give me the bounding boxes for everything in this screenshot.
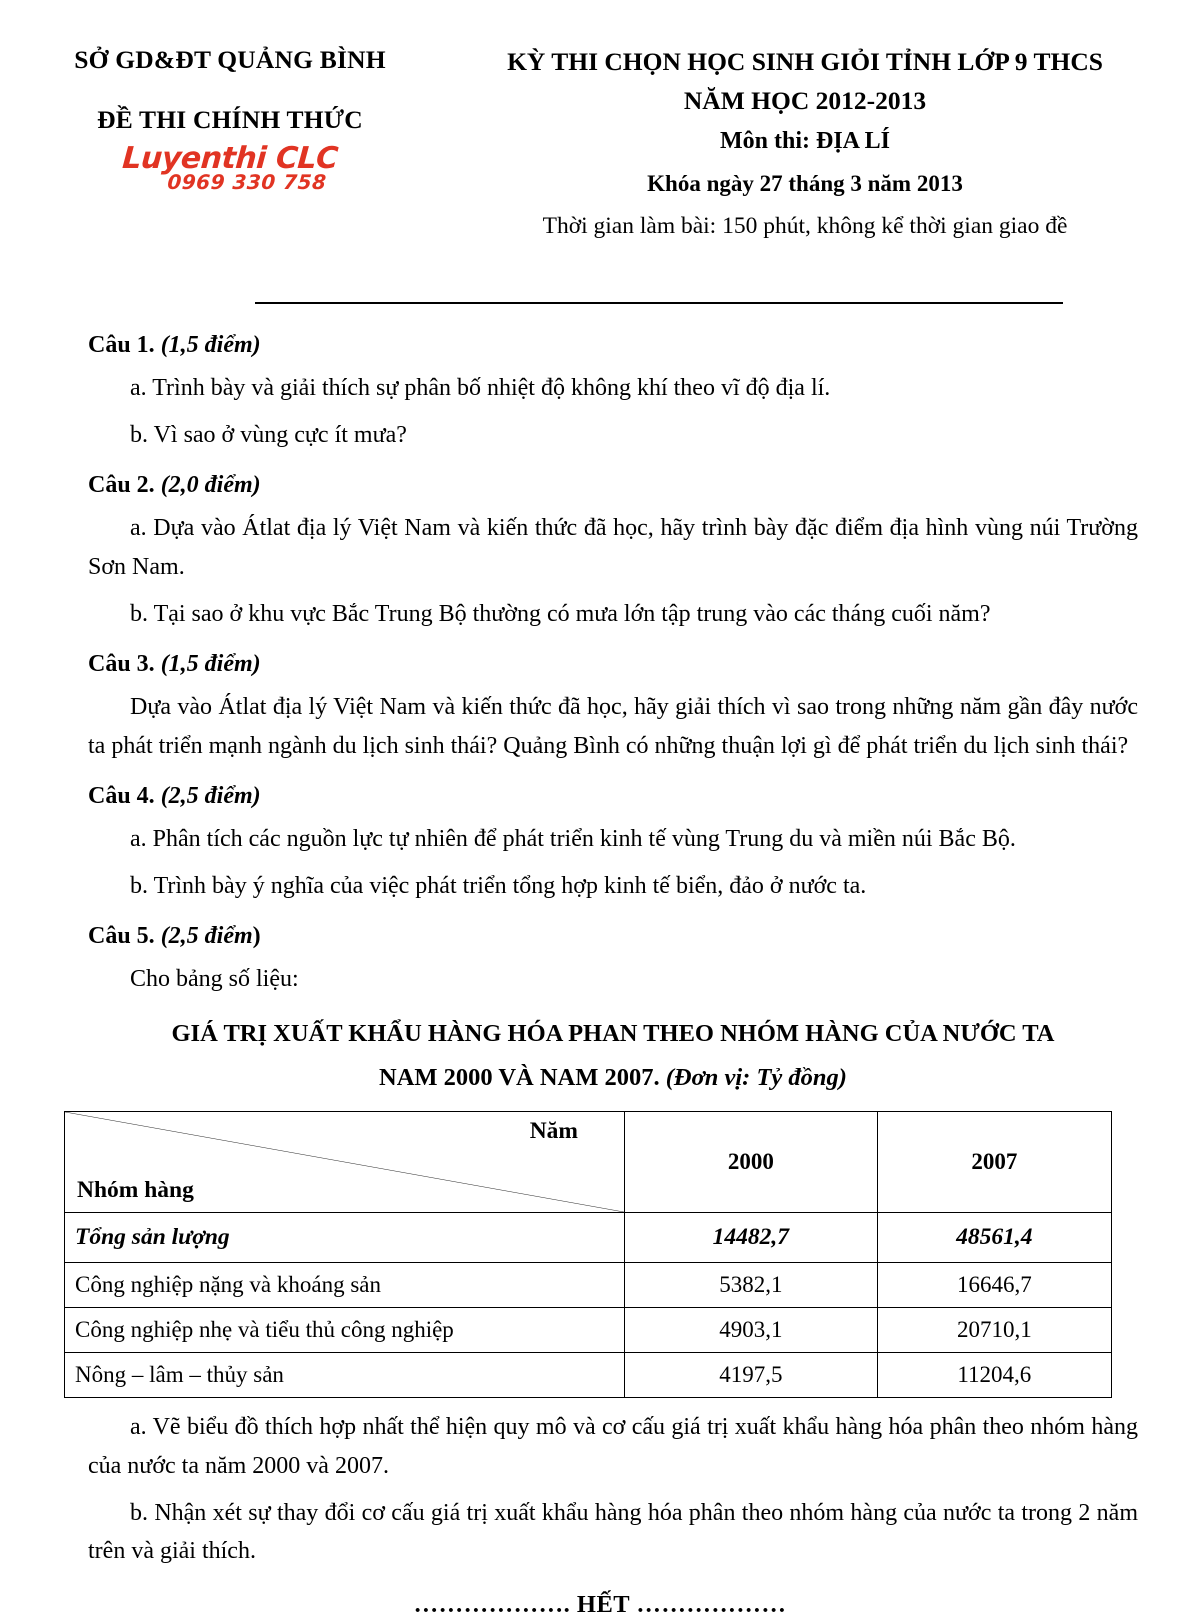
exam-subject: Môn thi: ĐỊA LÍ <box>719 128 891 155</box>
row-agriculture-2007: 11204,6 <box>877 1352 1111 1397</box>
table-header-row <box>65 1111 1112 1212</box>
question-number-4: Câu 4. <box>88 782 155 809</box>
question-heading-4 <box>88 781 1138 812</box>
row-agriculture-2000: 4197,5 <box>624 1352 877 1397</box>
question-number-1: Câu 1. <box>88 332 155 359</box>
row-label-heavy-industry: Công nghiệp nặng và khoáng sản <box>65 1262 625 1307</box>
question-points-3: (1,5 điểm) <box>160 650 261 677</box>
question-4-part-b: b. Trình bày ý nghĩa của việc phát triển tổng hợp kinh tế biển, đảo ở nước ta. <box>130 872 867 899</box>
question-3-body: Dựa vào Átlat địa lý Việt Nam và kiến thức đã học, hãy giải thích vì sao trong những năm gần đây nước ta phát triển mạnh ngành du lịch sinh thái? Quảng Bình có những thuận lợi gì để phát triển du lịch sinh thái? <box>88 694 1138 760</box>
logo-phone-number: 0969 330 758 <box>166 169 328 194</box>
corner-label-group: Nhóm hàng <box>77 1176 194 1203</box>
row-label-light-industry: Công nghiệp nhẹ và tiểu thủ công nghiệp <box>65 1307 625 1352</box>
exam-content <box>0 330 1200 1097</box>
table-row <box>65 1352 1112 1397</box>
document-header <box>0 0 1200 240</box>
table-row <box>65 1307 1112 1352</box>
question-2-part-b: b. Tại sao ở khu vực Bắc Trung Bộ thường có mưa lớn tập trung vào các tháng cuối năm? <box>130 601 991 628</box>
header-divider-wrap <box>0 302 1200 304</box>
table-row <box>65 1212 1112 1262</box>
question-heading-2 <box>88 470 1138 501</box>
question-1-part-a: a. Trình bày và giải thích sự phân bố nhiệt độ không khí theo vĩ độ địa lí. <box>130 375 831 402</box>
question-4-part-a: a. Phân tích các nguồn lực tự nhiên để phát triển kinh tế vùng Trung du và miền núi Bắc Bộ. <box>130 826 1016 853</box>
official-exam-label: ĐỀ THI CHÍNH THỨC <box>97 104 363 134</box>
table-corner-cell <box>65 1111 625 1212</box>
task-part-b: b. Nhận xét sự thay đổi cơ cấu giá trị xuất khẩu hàng hóa phân theo nhóm hàng của nước ta trong 2 năm trên và giải thích. <box>88 1499 1138 1565</box>
question-2-part-a: a. Dựa vào Átlat địa lý Việt Nam và kiến thức đã học, hãy trình bày đặc điểm địa hình vùng núi Trường Sơn Nam. <box>88 515 1138 581</box>
department-name: SỞ GD&ĐT QUẢNG BÌNH <box>74 45 386 74</box>
question-1-part-b: b. Vì sao ở vùng cực ít mưa? <box>130 422 407 449</box>
row-label-agriculture: Nông – lâm – thủy sản <box>65 1352 625 1397</box>
corner-label-year: Năm <box>529 1117 578 1144</box>
end-of-exam-marker: ………………. HẾT ……………… <box>413 1591 787 1619</box>
question-5-intro: Cho bảng số liệu: <box>130 966 299 993</box>
row-total-2000: 14482,7 <box>624 1212 877 1262</box>
data-table-title <box>88 1015 1138 1097</box>
question-heading-1 <box>88 330 1138 361</box>
row-heavy-industry-2000: 5382,1 <box>624 1262 877 1307</box>
task-section <box>0 1408 1200 1572</box>
data-table-title-line2-wrap <box>98 1059 1128 1097</box>
school-year: NĂM HỌC 2012-2013 <box>683 86 927 116</box>
question-points-5-paren: ) <box>252 922 261 949</box>
export-value-table <box>64 1111 1112 1398</box>
exam-duration: Thời gian làm bài: 150 phút, không kể thời gian giao đề <box>542 213 1068 240</box>
question-number-3: Câu 3. <box>88 650 155 677</box>
row-heavy-industry-2007: 16646,7 <box>877 1262 1111 1307</box>
column-header-2000: 2000 <box>624 1111 877 1212</box>
data-table-title-line2: NAM 2000 VÀ NAM 2007. <box>379 1063 660 1091</box>
question-points-1: (1,5 điểm) <box>160 332 261 359</box>
question-points-2: (2,0 điểm) <box>160 472 261 499</box>
luyenthi-clc-logo <box>30 140 430 194</box>
row-light-industry-2007: 20710,1 <box>877 1307 1111 1352</box>
task-part-a: a. Vẽ biểu đồ thích hợp nhất thể hiện quy mô và cơ cấu giá trị xuất khẩu hàng hóa phân theo nhóm hàng của nước ta năm 2000 và 2007. <box>88 1413 1138 1479</box>
header-right-block <box>430 44 1200 240</box>
row-total-2007: 48561,4 <box>877 1212 1111 1262</box>
question-points-5: (2,5 điểm <box>160 922 253 949</box>
column-header-2007: 2007 <box>877 1111 1111 1212</box>
data-table-wrap <box>0 1111 1200 1398</box>
question-number-2: Câu 2. <box>88 472 155 499</box>
header-left-block <box>0 44 430 240</box>
logo-brand-text: Luyenthi CLC <box>121 140 339 176</box>
horizontal-rule <box>255 302 1063 304</box>
question-number-5: Câu 5. <box>88 922 155 949</box>
question-points-4: (2,5 điểm) <box>160 782 261 809</box>
exam-title: KỲ THI CHỌN HỌC SINH GIỎI TỈNH LỚP 9 THCS <box>507 47 1103 76</box>
table-row <box>65 1262 1112 1307</box>
question-heading-5 <box>88 921 1138 952</box>
row-label-total: Tổng sản lượng <box>65 1212 625 1262</box>
data-table-unit: (Đơn vị: Tỷ đồng) <box>665 1063 847 1091</box>
data-table-title-line1: GIÁ TRỊ XUẤT KHẨU HÀNG HÓA PHAN THEO NHÓM HÀNG CỦA NƯỚC TA <box>171 1019 1055 1047</box>
row-light-industry-2000: 4903,1 <box>624 1307 877 1352</box>
question-heading-3 <box>88 649 1138 680</box>
exam-date: Khóa ngày 27 tháng 3 năm 2013 <box>647 171 963 197</box>
